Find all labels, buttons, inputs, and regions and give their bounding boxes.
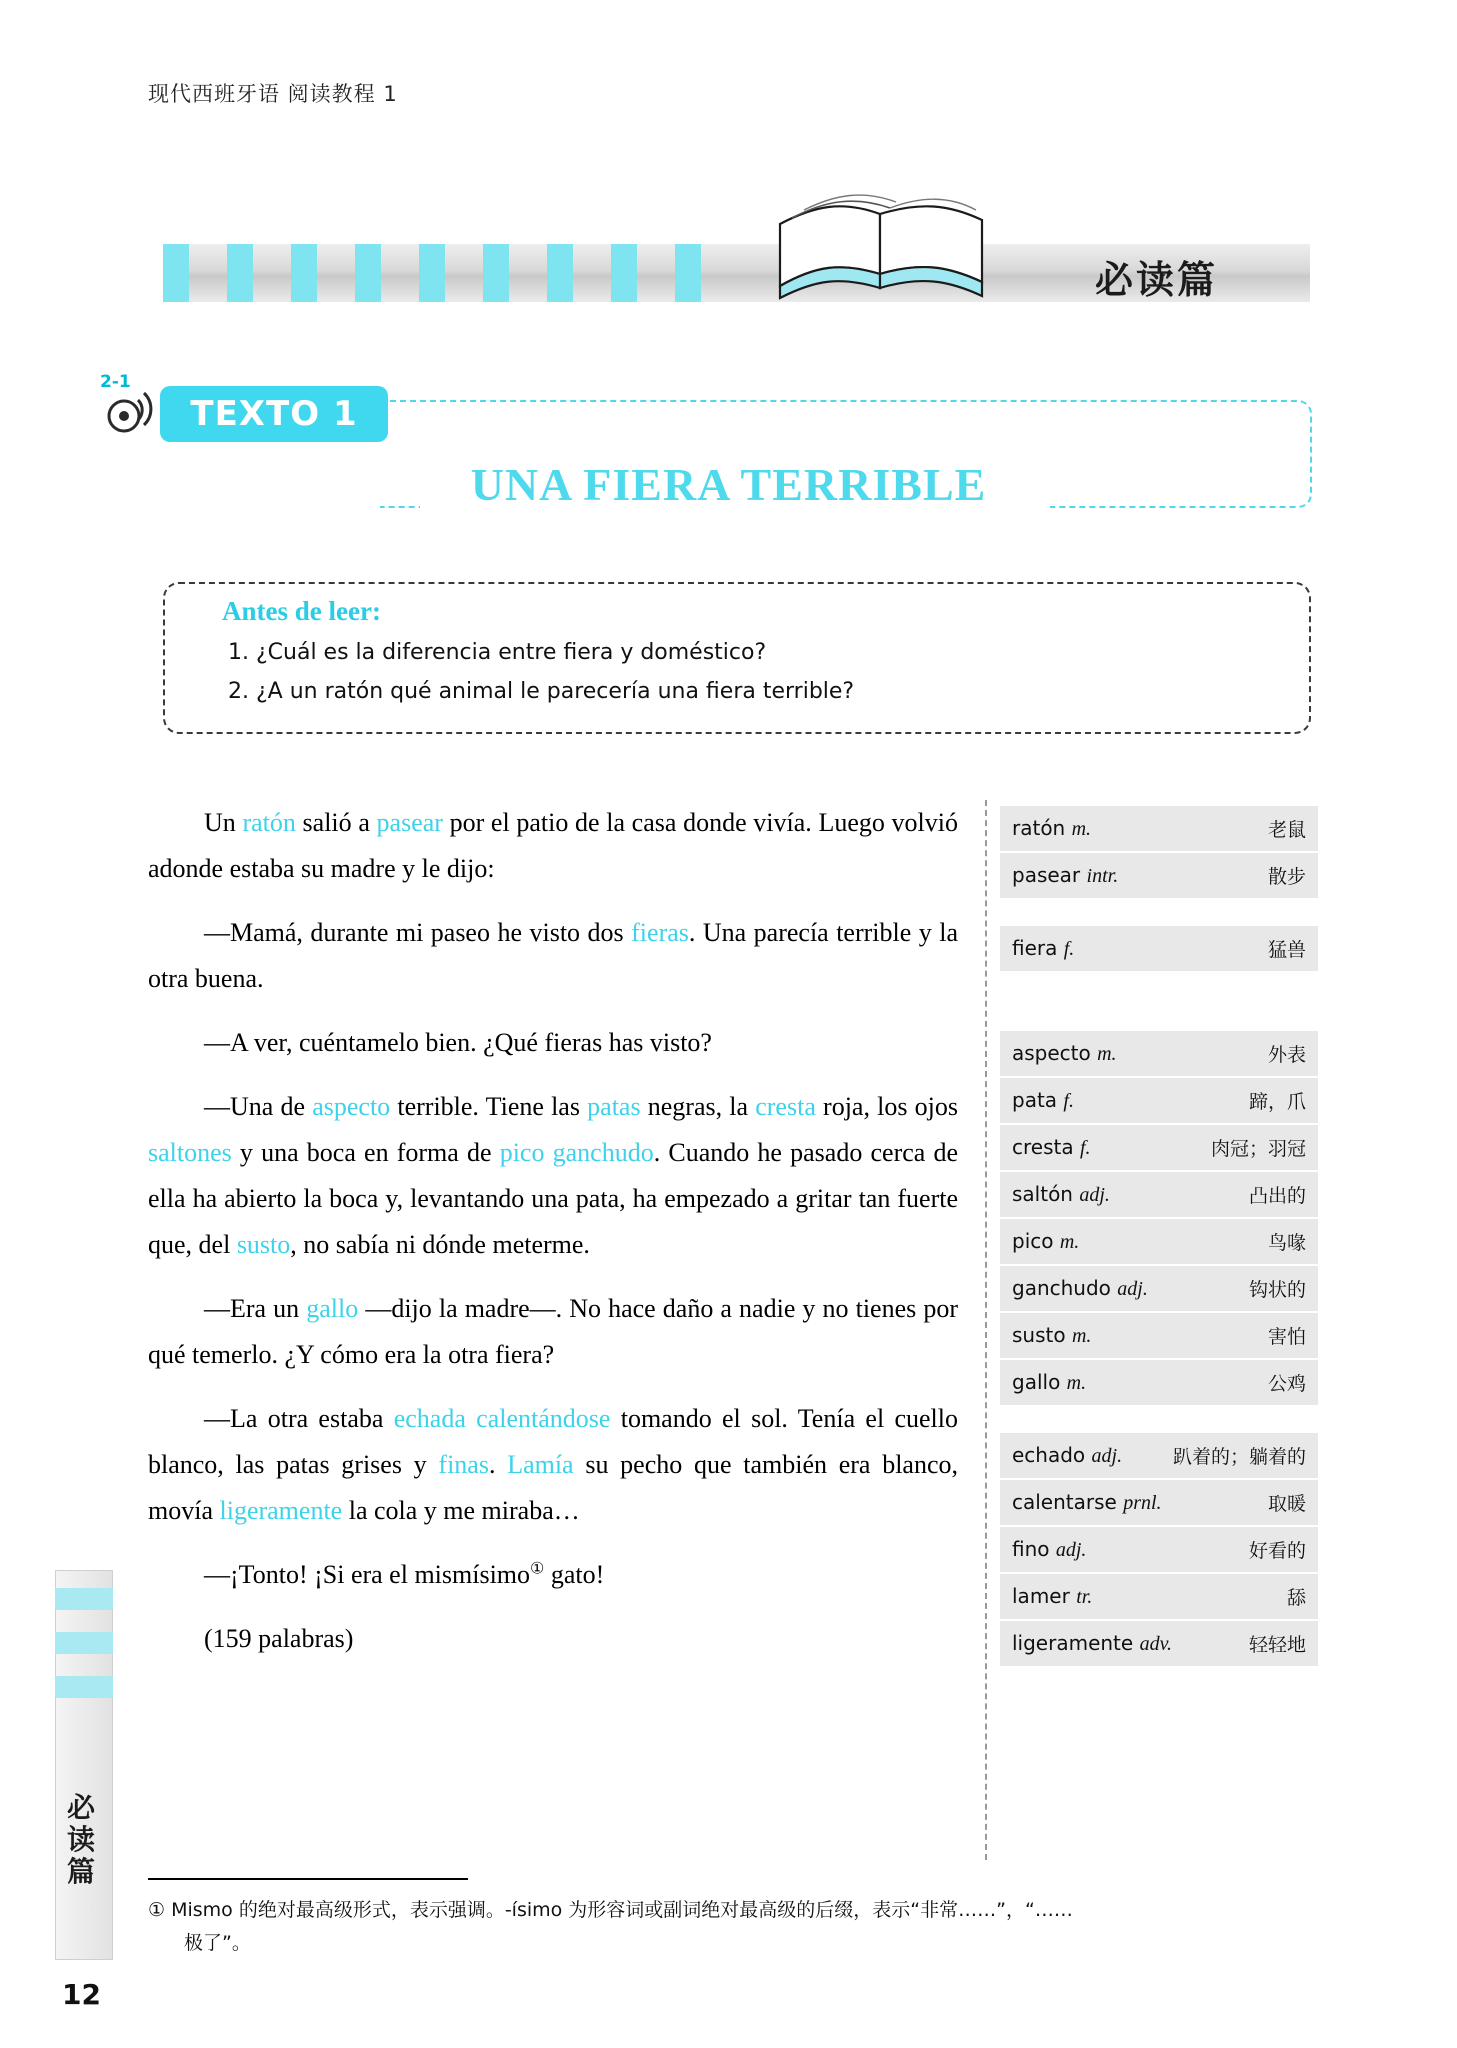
glossary-entry bbox=[1000, 1313, 1318, 1358]
glossary-term bbox=[1012, 1041, 1117, 1066]
glossary-pos: m. bbox=[1071, 818, 1092, 840]
glossary-entry bbox=[1000, 1480, 1318, 1525]
paragraph bbox=[148, 1396, 958, 1534]
glossary-word: susto bbox=[1012, 1323, 1066, 1347]
vocab-highlight: fieras bbox=[631, 918, 689, 948]
column-divider bbox=[985, 800, 987, 1860]
glossary-entry bbox=[1000, 1621, 1318, 1666]
glossary-word: fino bbox=[1012, 1537, 1050, 1561]
glossary-definition: 公鸡 bbox=[1267, 1373, 1306, 1395]
side-tab-stripe bbox=[55, 1632, 113, 1654]
side-tab bbox=[55, 1570, 113, 1960]
open-book-icon bbox=[770, 178, 1020, 318]
side-tab-char: 读 bbox=[67, 1823, 96, 1857]
text-run: , no sabía ni dónde meterme. bbox=[290, 1230, 590, 1260]
side-tab-stripe bbox=[55, 1676, 113, 1698]
text-run: gato! bbox=[544, 1560, 605, 1590]
glossary-definition: 好看的 bbox=[1248, 1540, 1306, 1562]
glossary-pos: m. bbox=[1071, 1325, 1092, 1347]
glossary-pos: f. bbox=[1063, 938, 1075, 960]
glossary-gap bbox=[1000, 900, 1318, 926]
text-run: —Mamá, durante mi paseo he visto dos bbox=[204, 918, 632, 948]
antes-question-2: 2. ¿A un ratón qué animal le parecería una fiera terrible? bbox=[228, 679, 855, 704]
glossary-word: pasear bbox=[1012, 863, 1081, 887]
glossary-definition: 外表 bbox=[1267, 1044, 1306, 1066]
vocab-highlight: pasear bbox=[376, 808, 443, 837]
vocab-highlight: ligeramente bbox=[219, 1496, 343, 1526]
side-tab-char: 必 bbox=[67, 1791, 96, 1824]
glossary-entry bbox=[1000, 1527, 1318, 1572]
glossary-definition: 猛兽 bbox=[1267, 939, 1306, 961]
glossary-entry bbox=[1000, 1031, 1318, 1076]
glossary-word: pico bbox=[1012, 1229, 1054, 1253]
glossary-word: calentarse bbox=[1012, 1490, 1117, 1514]
glossary-term bbox=[1012, 1537, 1086, 1562]
text-run: negras, la bbox=[640, 1092, 756, 1122]
side-tab-background bbox=[55, 1570, 113, 1960]
vocab-highlight: cresta bbox=[755, 1092, 816, 1122]
word-count: (159 palabras) bbox=[204, 1624, 354, 1654]
text-run: . Una parecía terrible y la otra buena. bbox=[148, 918, 958, 994]
text-run: salió a bbox=[295, 808, 377, 837]
antes-de-leer-heading: Antes de leer: bbox=[222, 596, 381, 626]
text-run: . Cuando he pasado cerca de ella ha abierto la boca y, levantando una pata, ha empezado a gritar tan fuerte que, del bbox=[148, 1138, 959, 1260]
vocab-highlight: pico ganchudo bbox=[499, 1138, 654, 1168]
glossary-term bbox=[1012, 1088, 1074, 1113]
glossary-word: fiera bbox=[1012, 936, 1058, 960]
text-run: —Era un bbox=[204, 1294, 307, 1324]
vocab-highlight: patas bbox=[587, 1092, 641, 1122]
glossary-term bbox=[1012, 1584, 1092, 1609]
vocab-highlight: Lamía bbox=[507, 1450, 574, 1480]
glossary-entry bbox=[1000, 1360, 1318, 1405]
text-run: por el patio de la casa donde vivía. Luego volvió adonde estaba su madre y le dijo: bbox=[148, 808, 958, 884]
glossary-word: cresta bbox=[1012, 1135, 1074, 1159]
glossary-entry bbox=[1000, 1219, 1318, 1264]
vocab-highlight: ratón bbox=[242, 808, 296, 837]
glossary-entry bbox=[1000, 1125, 1318, 1170]
text-run: —¡Tonto! ¡Si era el mismísimo bbox=[204, 1560, 531, 1590]
glossary-entry bbox=[1000, 1574, 1318, 1619]
glossary-word: ganchudo bbox=[1012, 1276, 1111, 1300]
glossary-pos: adv. bbox=[1139, 1633, 1172, 1655]
glossary-term bbox=[1012, 1182, 1110, 1207]
glossary-group bbox=[1000, 806, 1318, 898]
glossary-definition: 鸟喙 bbox=[1267, 1232, 1306, 1254]
glossary-word: echado bbox=[1012, 1443, 1086, 1467]
glossary-pos: adj. bbox=[1091, 1445, 1123, 1467]
glossary-definition: 取暖 bbox=[1267, 1493, 1306, 1515]
paragraph bbox=[148, 1286, 958, 1378]
glossary-entry bbox=[1000, 926, 1318, 971]
banner-stripes bbox=[163, 244, 733, 302]
glossary-pos: m. bbox=[1066, 1372, 1087, 1394]
glossary-panel bbox=[1000, 806, 1318, 1668]
glossary-definition: 肉冠；羽冠 bbox=[1210, 1138, 1306, 1160]
text-run: . bbox=[488, 1450, 508, 1480]
text-run: roja, los ojos bbox=[815, 1092, 958, 1122]
glossary-definition: 凸出的 bbox=[1248, 1185, 1306, 1207]
text-run: —dijo la madre—. No hace daño a nadie y no tienes por qué temerlo. ¿Y cómo era la otra fiera? bbox=[148, 1294, 958, 1370]
glossary-term bbox=[1012, 1370, 1086, 1395]
glossary-definition: 老鼠 bbox=[1267, 819, 1306, 841]
glossary-definition: 害怕 bbox=[1267, 1326, 1306, 1348]
glossary-entry bbox=[1000, 1433, 1318, 1478]
audio-track-number: 2-1 bbox=[100, 372, 131, 392]
vocab-highlight: finas bbox=[438, 1450, 489, 1480]
vocab-highlight: susto bbox=[236, 1230, 291, 1260]
glossary-group bbox=[1000, 1433, 1318, 1666]
glossary-term bbox=[1012, 1443, 1122, 1468]
side-tab-char: 篇 bbox=[67, 1855, 96, 1889]
side-tab-label bbox=[67, 1792, 95, 1889]
glossary-group bbox=[1000, 1031, 1318, 1405]
glossary-term bbox=[1012, 1229, 1079, 1254]
text-run: terrible. Tiene las bbox=[390, 1092, 588, 1122]
vocab-highlight: gallo bbox=[306, 1294, 359, 1324]
text-run: —Una de bbox=[204, 1092, 313, 1122]
glossary-pos: adj. bbox=[1079, 1184, 1110, 1206]
page-number: 12 bbox=[62, 1978, 101, 2011]
glossary-entry bbox=[1000, 1172, 1318, 1217]
glossary-definition: 蹄，爪 bbox=[1248, 1091, 1306, 1113]
footnote-rule bbox=[148, 1878, 468, 1880]
footnote-marker: ① bbox=[530, 1560, 545, 1578]
side-tab-stripe bbox=[55, 1588, 113, 1610]
vocab-highlight: aspecto bbox=[312, 1092, 391, 1122]
running-head: 现代西班牙语 阅读教程 1 bbox=[148, 82, 398, 106]
text-run: —A ver, cuéntamelo bien. ¿Qué fieras has visto? bbox=[204, 1028, 712, 1058]
glossary-word: gallo bbox=[1012, 1370, 1061, 1394]
glossary-word: pata bbox=[1012, 1088, 1058, 1112]
glossary-pos: m. bbox=[1059, 1231, 1080, 1253]
text-run: la cola y me miraba… bbox=[342, 1496, 580, 1526]
glossary-definition: 趴着的；躺着的 bbox=[1172, 1446, 1306, 1468]
paragraph bbox=[148, 800, 958, 892]
reading-passage bbox=[148, 800, 958, 1680]
banner-title: 必读篇 bbox=[1094, 258, 1218, 302]
glossary-word: aspecto bbox=[1012, 1041, 1091, 1065]
glossary-term bbox=[1012, 1135, 1091, 1160]
glossary-entry bbox=[1000, 1266, 1318, 1311]
glossary-pos: adj. bbox=[1055, 1539, 1087, 1561]
glossary-gap bbox=[1000, 1407, 1318, 1433]
glossary-entry bbox=[1000, 853, 1318, 898]
paragraph bbox=[148, 1552, 958, 1598]
paragraph bbox=[148, 910, 958, 1002]
glossary-entry bbox=[1000, 1078, 1318, 1123]
glossary-pos: tr. bbox=[1076, 1586, 1093, 1608]
glossary-term bbox=[1012, 936, 1074, 961]
glossary-word: ligeramente bbox=[1012, 1631, 1134, 1655]
texto-label: TEXTO 1 bbox=[160, 386, 388, 442]
glossary-definition: 钩状的 bbox=[1248, 1279, 1306, 1301]
text-run: tomando el sol. Tenía el cuello blanco, las patas grises y bbox=[148, 1404, 958, 1480]
glossary-pos: f. bbox=[1063, 1090, 1074, 1112]
page-title: UNA FIERA TERRIBLE bbox=[470, 459, 987, 510]
glossary-term bbox=[1012, 1490, 1162, 1515]
glossary-pos: adj. bbox=[1117, 1278, 1148, 1300]
glossary-word: saltón bbox=[1012, 1182, 1073, 1206]
section-banner bbox=[163, 244, 1310, 302]
paragraph bbox=[148, 1020, 958, 1066]
glossary-pos: f. bbox=[1079, 1137, 1091, 1159]
glossary-term bbox=[1012, 1323, 1091, 1348]
text-run: su pecho que también era blanco, movía bbox=[148, 1450, 959, 1526]
glossary-word: ratón bbox=[1012, 816, 1066, 840]
glossary-term bbox=[1012, 1276, 1148, 1301]
glossary-definition: 散步 bbox=[1267, 866, 1306, 888]
text-run: y una boca en forma de bbox=[231, 1138, 500, 1168]
vocab-highlight: saltones bbox=[148, 1138, 232, 1168]
footnote bbox=[148, 1894, 1312, 1961]
footnote-line-2: 极了”。 bbox=[184, 1932, 251, 1955]
glossary-pos: m. bbox=[1097, 1043, 1117, 1065]
text-run: —La otra estaba bbox=[204, 1404, 394, 1434]
paragraph bbox=[148, 1084, 958, 1268]
glossary-definition: 轻轻地 bbox=[1248, 1634, 1306, 1656]
text-run: Un bbox=[204, 808, 243, 837]
glossary-gap bbox=[1000, 973, 1318, 1031]
glossary-term bbox=[1012, 1631, 1172, 1656]
glossary-definition: 舔 bbox=[1286, 1587, 1306, 1609]
glossary-term bbox=[1012, 816, 1091, 841]
glossary-pos: prnl. bbox=[1123, 1492, 1162, 1514]
glossary-group bbox=[1000, 926, 1318, 971]
vocab-highlight: echada calentándose bbox=[393, 1404, 611, 1434]
footnote-line-1: ① Mismo 的绝对最高级形式，表示强调。-ísimo 为形容词或副词绝对最高级的后缀，表示“非常……”，“…… bbox=[148, 1899, 1073, 1921]
glossary-word: lamer bbox=[1012, 1584, 1070, 1608]
glossary-pos: intr. bbox=[1086, 865, 1119, 887]
antes-question-1: 1. ¿Cuál es la diferencia entre fiera y doméstico? bbox=[228, 640, 767, 665]
glossary-entry bbox=[1000, 806, 1318, 851]
glossary-term bbox=[1012, 863, 1118, 888]
